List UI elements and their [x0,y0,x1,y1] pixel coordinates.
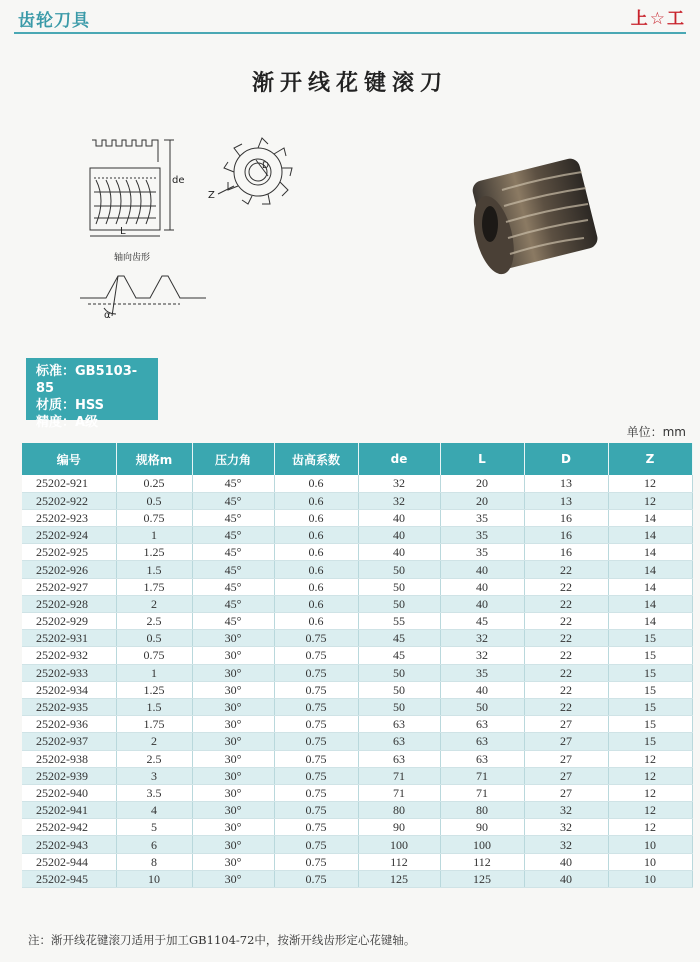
table-cell: 40 [358,544,440,561]
table-cell: 16 [524,544,608,561]
table-cell: 63 [440,750,524,767]
table-row [22,733,692,750]
table-cell: 22 [524,578,608,595]
table-cell: 80 [358,802,440,819]
table-cell: 32 [524,802,608,819]
table-cell: 27 [524,716,608,733]
table-row [22,681,692,698]
table-cell: 80 [440,802,524,819]
spec-precision: 精度：A级 [36,415,99,430]
table-cell: 30° [192,870,274,887]
axial-profile-caption: 轴向齿形 [114,253,151,263]
table-cell: 10 [608,853,692,870]
table-cell: 71 [440,784,524,801]
table-cell: 27 [524,733,608,750]
table-cell: 8 [116,853,192,870]
table-cell: 50 [358,595,440,612]
table-cell: 25202-937 [22,733,116,750]
table-row [22,853,692,870]
table-cell: 30° [192,681,274,698]
footnote: 注：渐开线花键滚刀适用于加工GB1104-72中，按渐开线齿形定心花键轴。 [28,933,416,947]
table-cell: 30° [192,784,274,801]
table-cell: 35 [440,527,524,544]
table-cell: 50 [440,698,524,715]
table-cell: 0.6 [274,578,358,595]
table-row [22,527,692,544]
table-cell: 2 [116,595,192,612]
hob-product-photo [462,150,612,275]
table-cell: 1 [116,527,192,544]
table-cell: 0.75 [274,681,358,698]
table-cell: 0.75 [274,836,358,853]
table-cell: 1.5 [116,698,192,715]
table-cell: 50 [358,681,440,698]
table-row [22,750,692,767]
table-cell: 22 [524,681,608,698]
table-cell: 0.75 [274,630,358,647]
table-cell: 25202-921 [22,475,116,492]
table-cell: 2.5 [116,750,192,767]
table-cell: 25202-926 [22,561,116,578]
hob-technical-drawing [80,128,320,328]
table-cell: 0.75 [274,733,358,750]
table-cell: 0.75 [274,647,358,664]
table-cell: 0.6 [274,492,358,509]
brand-logo: 上☆工 [630,9,686,29]
table-cell: 40 [524,853,608,870]
table-cell: 63 [440,716,524,733]
table-cell: 15 [608,664,692,681]
table-cell: 112 [440,853,524,870]
spec-panel [26,358,158,430]
table-cell: 30° [192,802,274,819]
table-cell: 0.75 [274,802,358,819]
table-cell: 10 [608,870,692,887]
table-cell: 90 [358,819,440,836]
table-cell: 45° [192,595,274,612]
table-cell: 4 [116,802,192,819]
table-cell: 0.5 [116,492,192,509]
page-title: 渐开线花键滚刀 [251,71,448,96]
table-cell: 14 [608,595,692,612]
table-cell: 32 [524,819,608,836]
table-cell: 30° [192,767,274,784]
table-cell: 25202-923 [22,509,116,526]
table-row [22,492,692,509]
table-cell: 20 [440,492,524,509]
table-cell: 22 [524,630,608,647]
table-cell: 14 [608,544,692,561]
table-cell: 0.75 [274,784,358,801]
table-cell: 14 [608,561,692,578]
table-row [22,561,692,578]
table-cell: 30° [192,853,274,870]
table-cell: 30° [192,647,274,664]
table-cell: 71 [358,784,440,801]
page-header [0,0,700,40]
table-cell: 32 [440,630,524,647]
table-cell: 125 [358,870,440,887]
table-cell: 25202-936 [22,716,116,733]
dim-d-label: D [262,161,269,171]
table-row [22,698,692,715]
table-cell: 40 [440,681,524,698]
table-cell: 25202-945 [22,870,116,887]
spec-material: 材质：HSS [36,398,105,413]
table-cell: 25202-935 [22,698,116,715]
category-title: 齿轮刀具 [18,11,90,31]
table-cell: 50 [358,578,440,595]
table-cell: 0.6 [274,475,358,492]
table-cell: 45° [192,578,274,595]
table-row [22,819,692,836]
table-cell: 20 [440,475,524,492]
table-cell: 40 [358,527,440,544]
table-cell: 22 [524,698,608,715]
table-cell: 55 [358,613,440,630]
table-cell: 10 [608,836,692,853]
table-cell: 0.75 [274,767,358,784]
table-cell: 45° [192,544,274,561]
table-cell: 0.6 [274,595,358,612]
table-cell: 12 [608,492,692,509]
table-row [22,475,692,492]
table-row [22,578,692,595]
table-cell: 0.6 [274,613,358,630]
table-cell: 100 [440,836,524,853]
table-cell: 0.75 [274,664,358,681]
table-cell: 40 [440,578,524,595]
table-cell: 14 [608,578,692,595]
table-cell: 0.75 [274,853,358,870]
table-cell: 0.6 [274,544,358,561]
table-cell: 50 [358,664,440,681]
column-header: 规格m [116,443,192,475]
table-cell: 35 [440,544,524,561]
table-cell: 12 [608,819,692,836]
table-cell: 1.25 [116,681,192,698]
table-cell: 32 [524,836,608,853]
table-cell: 25202-938 [22,750,116,767]
dim-z-label: Z [208,190,215,201]
table-cell: 12 [608,784,692,801]
table-cell: 12 [608,750,692,767]
table-cell: 25202-934 [22,681,116,698]
table-cell: 25202-922 [22,492,116,509]
table-cell: 14 [608,613,692,630]
table-cell: 30° [192,664,274,681]
table-cell: 25202-940 [22,784,116,801]
table-cell: 15 [608,630,692,647]
table-cell: 63 [358,733,440,750]
table-cell: 63 [358,716,440,733]
table-cell: 2.5 [116,613,192,630]
table-header-row [22,443,692,475]
table-cell: 0.25 [116,475,192,492]
table-cell: 40 [524,870,608,887]
table-cell: 40 [358,509,440,526]
table-cell: 1.75 [116,578,192,595]
table-cell: 13 [524,492,608,509]
table-cell: 0.75 [274,716,358,733]
table-cell: 30° [192,733,274,750]
table-cell: 45° [192,561,274,578]
table-cell: 22 [524,647,608,664]
table-cell: 0.5 [116,630,192,647]
table-cell: 32 [440,647,524,664]
table-cell: 50 [358,698,440,715]
table-cell: 63 [440,733,524,750]
table-row [22,544,692,561]
table-cell: 16 [524,509,608,526]
table-row [22,784,692,801]
table-row [22,802,692,819]
table-cell: 14 [608,509,692,526]
table-cell: 32 [358,492,440,509]
column-header: Z [608,443,692,475]
table-cell: 45 [440,613,524,630]
table-cell: 3 [116,767,192,784]
table-cell: 15 [608,698,692,715]
table-cell: 0.6 [274,527,358,544]
unit-label: 单位：mm [626,425,686,439]
table-cell: 15 [608,733,692,750]
table-cell: 45° [192,613,274,630]
table-cell: 0.75 [274,698,358,715]
table-cell: 22 [524,561,608,578]
table-cell: 3.5 [116,784,192,801]
table-cell: 30° [192,716,274,733]
table-row [22,595,692,612]
table-cell: 10 [116,870,192,887]
table-cell: 45 [358,647,440,664]
table-cell: 35 [440,664,524,681]
table-cell: 12 [608,767,692,784]
table-cell: 25202-927 [22,578,116,595]
table-cell: 32 [358,475,440,492]
table-cell: 25202-925 [22,544,116,561]
table-cell: 0.6 [274,561,358,578]
table-cell: 45° [192,527,274,544]
spec-table [22,443,693,888]
table-cell: 30° [192,819,274,836]
table-cell: 63 [358,750,440,767]
table-cell: 45° [192,509,274,526]
table-cell: 30° [192,836,274,853]
column-header: 齿高系数 [274,443,358,475]
column-header: D [524,443,608,475]
table-cell: 25202-941 [22,802,116,819]
table-row [22,647,692,664]
table-cell: 0.75 [274,750,358,767]
table-cell: 0.75 [116,509,192,526]
table-row [22,613,692,630]
table-cell: 2 [116,733,192,750]
table-cell: 1.5 [116,561,192,578]
table-row [22,509,692,526]
table-cell: 71 [440,767,524,784]
table-cell: 25202-929 [22,613,116,630]
table-cell: 25202-932 [22,647,116,664]
table-cell: 15 [608,647,692,664]
table-cell: 27 [524,750,608,767]
dim-l-label: L [120,226,126,237]
table-cell: 15 [608,716,692,733]
table-cell: 22 [524,613,608,630]
column-header: 编号 [22,443,116,475]
table-cell: 14 [608,527,692,544]
table-body [22,475,692,888]
table-cell: 13 [524,475,608,492]
table-cell: 22 [524,595,608,612]
table-cell: 50 [358,561,440,578]
table-cell: 45 [358,630,440,647]
table-cell: 125 [440,870,524,887]
table-cell: 15 [608,681,692,698]
table-cell: 0.6 [274,509,358,526]
column-header: de [358,443,440,475]
table-cell: 25202-944 [22,853,116,870]
table-cell: 25202-924 [22,527,116,544]
table-cell: 25202-939 [22,767,116,784]
table-cell: 1.25 [116,544,192,561]
dim-de-label: de [172,175,185,186]
table-cell: 0.75 [274,819,358,836]
table-cell: 27 [524,784,608,801]
header-divider [14,32,686,34]
table-cell: 0.75 [274,870,358,887]
table-row [22,664,692,681]
table-cell: 5 [116,819,192,836]
table-row [22,767,692,784]
table-cell: 35 [440,509,524,526]
table-cell: 27 [524,767,608,784]
column-header: L [440,443,524,475]
table-row [22,836,692,853]
table-cell: 25202-928 [22,595,116,612]
table-cell: 0.75 [116,647,192,664]
table-cell: 40 [440,595,524,612]
table-cell: 12 [608,802,692,819]
table-cell: 45° [192,492,274,509]
table-cell: 6 [116,836,192,853]
table-cell: 45° [192,475,274,492]
dim-alpha-label: α [104,310,111,321]
table-cell: 25202-943 [22,836,116,853]
table-cell: 1.75 [116,716,192,733]
table-cell: 16 [524,527,608,544]
table-cell: 25202-933 [22,664,116,681]
table-cell: 90 [440,819,524,836]
table-cell: 30° [192,698,274,715]
table-cell: 30° [192,630,274,647]
table-cell: 71 [358,767,440,784]
table-cell: 40 [440,561,524,578]
column-header: 压力角 [192,443,274,475]
table-row [22,630,692,647]
table-cell: 100 [358,836,440,853]
table-cell: 22 [524,664,608,681]
table-cell: 25202-942 [22,819,116,836]
spec-standard: 标准：GB5103-85 [36,364,138,396]
table-cell: 112 [358,853,440,870]
table-row [22,870,692,887]
table-row [22,716,692,733]
table-cell: 12 [608,475,692,492]
table-cell: 30° [192,750,274,767]
table-cell: 25202-931 [22,630,116,647]
table-cell: 1 [116,664,192,681]
